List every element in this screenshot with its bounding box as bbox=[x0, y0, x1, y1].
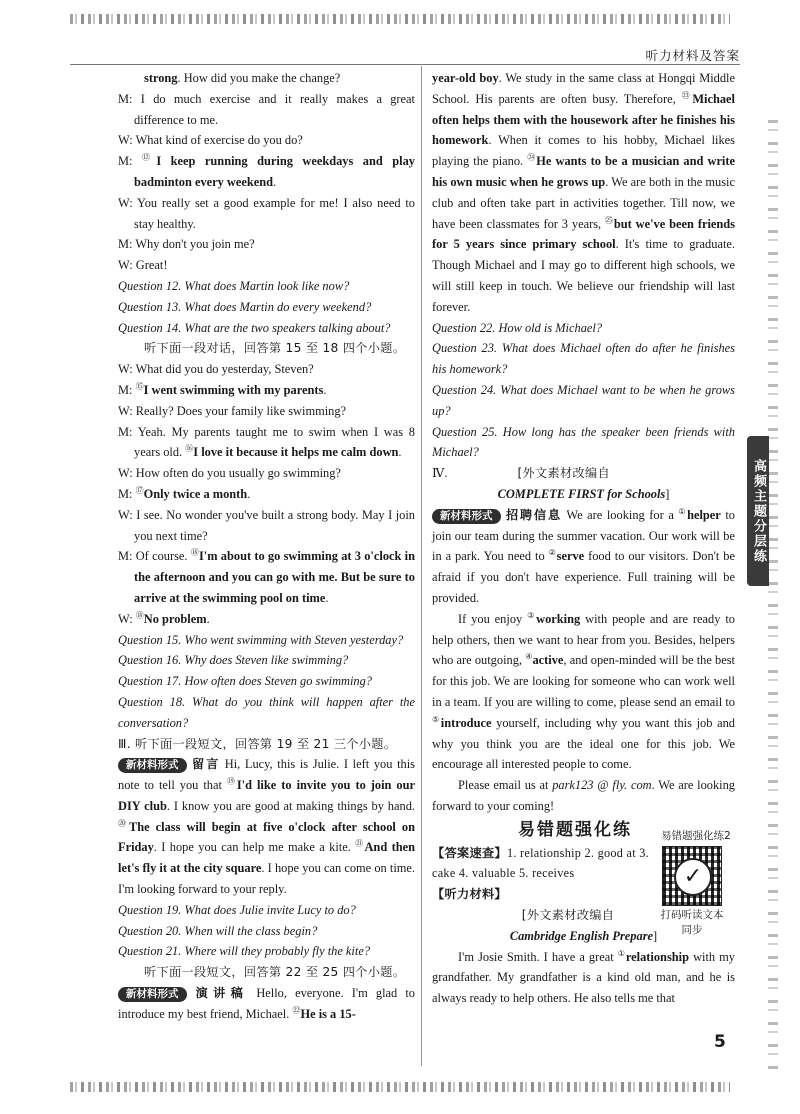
material-tag: 新材料形式 bbox=[432, 509, 501, 524]
question-item: Question 17. How often does Steven go swimming? bbox=[118, 674, 372, 689]
answer-key: 【答案速查】1. relationship 2. good at 3. cake 4. valuable 5. receives bbox=[432, 845, 650, 881]
dialogue-line: M: ⑮I went swimming with my parents. bbox=[118, 381, 327, 397]
top-decorative-border bbox=[70, 14, 730, 24]
question-item: Question 13. What does Martin do every weekend? bbox=[118, 299, 372, 314]
question-item: Question 23. What does Michael often do after he finishes his homework? bbox=[432, 341, 735, 377]
source-citation: COMPLETE FIRST for Schools] bbox=[497, 486, 670, 501]
material-tag: 新材料形式 bbox=[118, 987, 187, 1002]
question-item: Question 15. Who went swimming with Steven yesterday? bbox=[118, 632, 404, 647]
instruction-line: 听下面一段短文，回答第 22 至 25 四个小题。 bbox=[144, 965, 406, 980]
error-practice-title: 易错题强化练 bbox=[518, 819, 632, 840]
passage-paragraph: Please email us at park123 @ fly. com. We are looking forward to your coming! bbox=[432, 778, 735, 813]
section-heading: Ⅳ. [外文素材改编自 bbox=[432, 466, 610, 481]
question-item: Question 18. What do you think will happen after the conversation? bbox=[118, 694, 415, 730]
dialogue-line: W: You really set a good example for me! I also need to stay healthy. bbox=[118, 195, 415, 231]
dialogue-line: W: Really? Does your family like swimming? bbox=[118, 403, 347, 418]
question-item: Question 12. What does Martin look like now? bbox=[118, 278, 350, 293]
checkmark-icon: ✓ bbox=[674, 858, 712, 896]
passage-paragraph: 新材料形式 招聘信息 We are looking for a ①helper to join our team during the summer vacation. Our work will be in a park. You need to ②serve food to our visitors. Don't be afraid if you don't have experience. Full training will be provided. bbox=[432, 506, 736, 605]
source-citation: [外文素材改编自 bbox=[521, 908, 615, 923]
passage-paragraph: If you enjoy ③working with people and are ready to help others, then we want to hear from you. Besides, helpers who are outgoing, ④active, and open-minded will be the best for this job. We are looking for someone who can work well in a team. If you are willing to come, please send an email to ⑤introduce yourself, including why you want this job and why you think you are the ideal one for this job. We encourage all interested people to come. bbox=[432, 610, 736, 772]
source-citation: Cambridge English Prepare] bbox=[509, 928, 658, 943]
page-number: 5 bbox=[714, 1032, 726, 1052]
dialogue-line: W: I see. No wonder you've built a strong body. May I join you next time? bbox=[118, 507, 415, 543]
dialogue-line: M: Yeah. My parents taught me to swim when I was 8 years old. ⑯I love it because it helps me calm down. bbox=[118, 424, 415, 460]
passage-paragraph: I'm Josie Smith. I have a great ①relationship with my grandfather. My grandfather is a kind old man, and he is always ready to help others. He also tells me that bbox=[432, 948, 735, 1006]
column-divider bbox=[421, 66, 422, 1066]
dialogue-line: M: Why don't you join me? bbox=[118, 237, 255, 252]
dialogue-line: W: How often do you usually go swimming? bbox=[118, 466, 341, 481]
dialogue-line: M: I do much exercise and it really makes a great difference to me. bbox=[118, 91, 416, 127]
error-practice-block bbox=[432, 817, 654, 926]
dialogue-line: W: What kind of exercise do you do? bbox=[118, 133, 303, 148]
question-item: Question 20. When will the class begin? bbox=[118, 923, 318, 938]
dialogue-line: strong. How did you make the change? bbox=[144, 71, 341, 85]
question-item: Question 16. Why does Steven like swimming? bbox=[118, 653, 349, 668]
question-item: Question 14. What are the two speakers talking about? bbox=[118, 320, 391, 335]
question-item: Question 21. Where will they probably fly the kite? bbox=[118, 944, 371, 959]
section-header: 听力材料及答案 bbox=[645, 48, 740, 63]
dialogue-line: M: ⑫I keep running during weekdays and play badminton every weekend. bbox=[118, 153, 415, 189]
qr-caption: 打码听读文本同步 bbox=[660, 909, 724, 936]
left-column bbox=[118, 68, 415, 1025]
dialogue-line: W: What did you do yesterday, Steven? bbox=[118, 362, 314, 377]
question-item: Question 24. What does Michael want to be when he grows up? bbox=[432, 382, 735, 418]
email-address: park123 @ fly. com bbox=[552, 778, 652, 793]
dialogue-line: M: Of course. ⑱I'm about to go swimming at 3 o'clock in the afternoon and you can go with me. But be sure to arrive at the swimming pool on time. bbox=[118, 548, 415, 605]
section-heading: Ⅲ. 听下面一段短文，回答第 19 至 21 三个小题。 bbox=[118, 736, 397, 751]
bottom-decorative-border bbox=[70, 1082, 730, 1092]
question-item: Question 22. How old is Michael? bbox=[432, 320, 603, 335]
question-item: Question 25. How long has the speaker been friends with Michael? bbox=[432, 424, 735, 460]
passage-paragraph: 新材料形式 演讲稿 Hello, everyone. I'm glad to introduce my best friend, Michael. $^㉒$He is a 15- bbox=[118, 986, 415, 1021]
listening-material-label: 【听力材料】 bbox=[432, 887, 507, 902]
instruction-line: 听下面一段对话，回答第 15 至 18 四个小题。 bbox=[144, 341, 406, 356]
passage-paragraph: 新材料形式 留言 Hi, Lucy, this is Julie. I left you this note to tell you that ⑲I'd like to invite you to join our DIY club. I know you are good at making things by hand. ⑳The class will begin at five o'clock after school on Friday. I hope you can help me make a kite. $^㉑$And then let's fly it at the city square. I hope you can come on time. I'm looking forward to your reply. bbox=[118, 757, 416, 897]
header-rule bbox=[70, 64, 740, 65]
side-tab-label: 高频主题分层练 bbox=[747, 436, 769, 586]
dialogue-line: M: ⑰Only twice a month. bbox=[118, 485, 251, 501]
material-tag: 新材料形式 bbox=[118, 758, 187, 773]
dialogue-line: W: Great! bbox=[118, 258, 168, 273]
passage-paragraph: year-old boy. We study in the same class at Hongqi Middle School. His parents are often busy. Therefore, $^㉓$Michael often helps them with the housework after he finishes his homework. When it comes to his hobby, Michael likes playing the piano. $^㉔$He wants to be a musician and write his own music when he grows up. We are both in the music club and often take part in activities together. Till now, we have been classmates for 3 years, $^㉕$but we've been friends for 5 years since primary school. It's time to graduate. Though Michael and I may go to different high schools, we will still keep in touch. We believe our friendship will last forever. bbox=[432, 71, 736, 314]
right-decorative-border bbox=[768, 120, 778, 1070]
dialogue-line: W: ⑱No problem. bbox=[118, 610, 210, 626]
qr-label: 易错题强化练2 bbox=[661, 830, 731, 842]
question-item: Question 19. What does Julie invite Lucy to do? bbox=[118, 902, 356, 917]
